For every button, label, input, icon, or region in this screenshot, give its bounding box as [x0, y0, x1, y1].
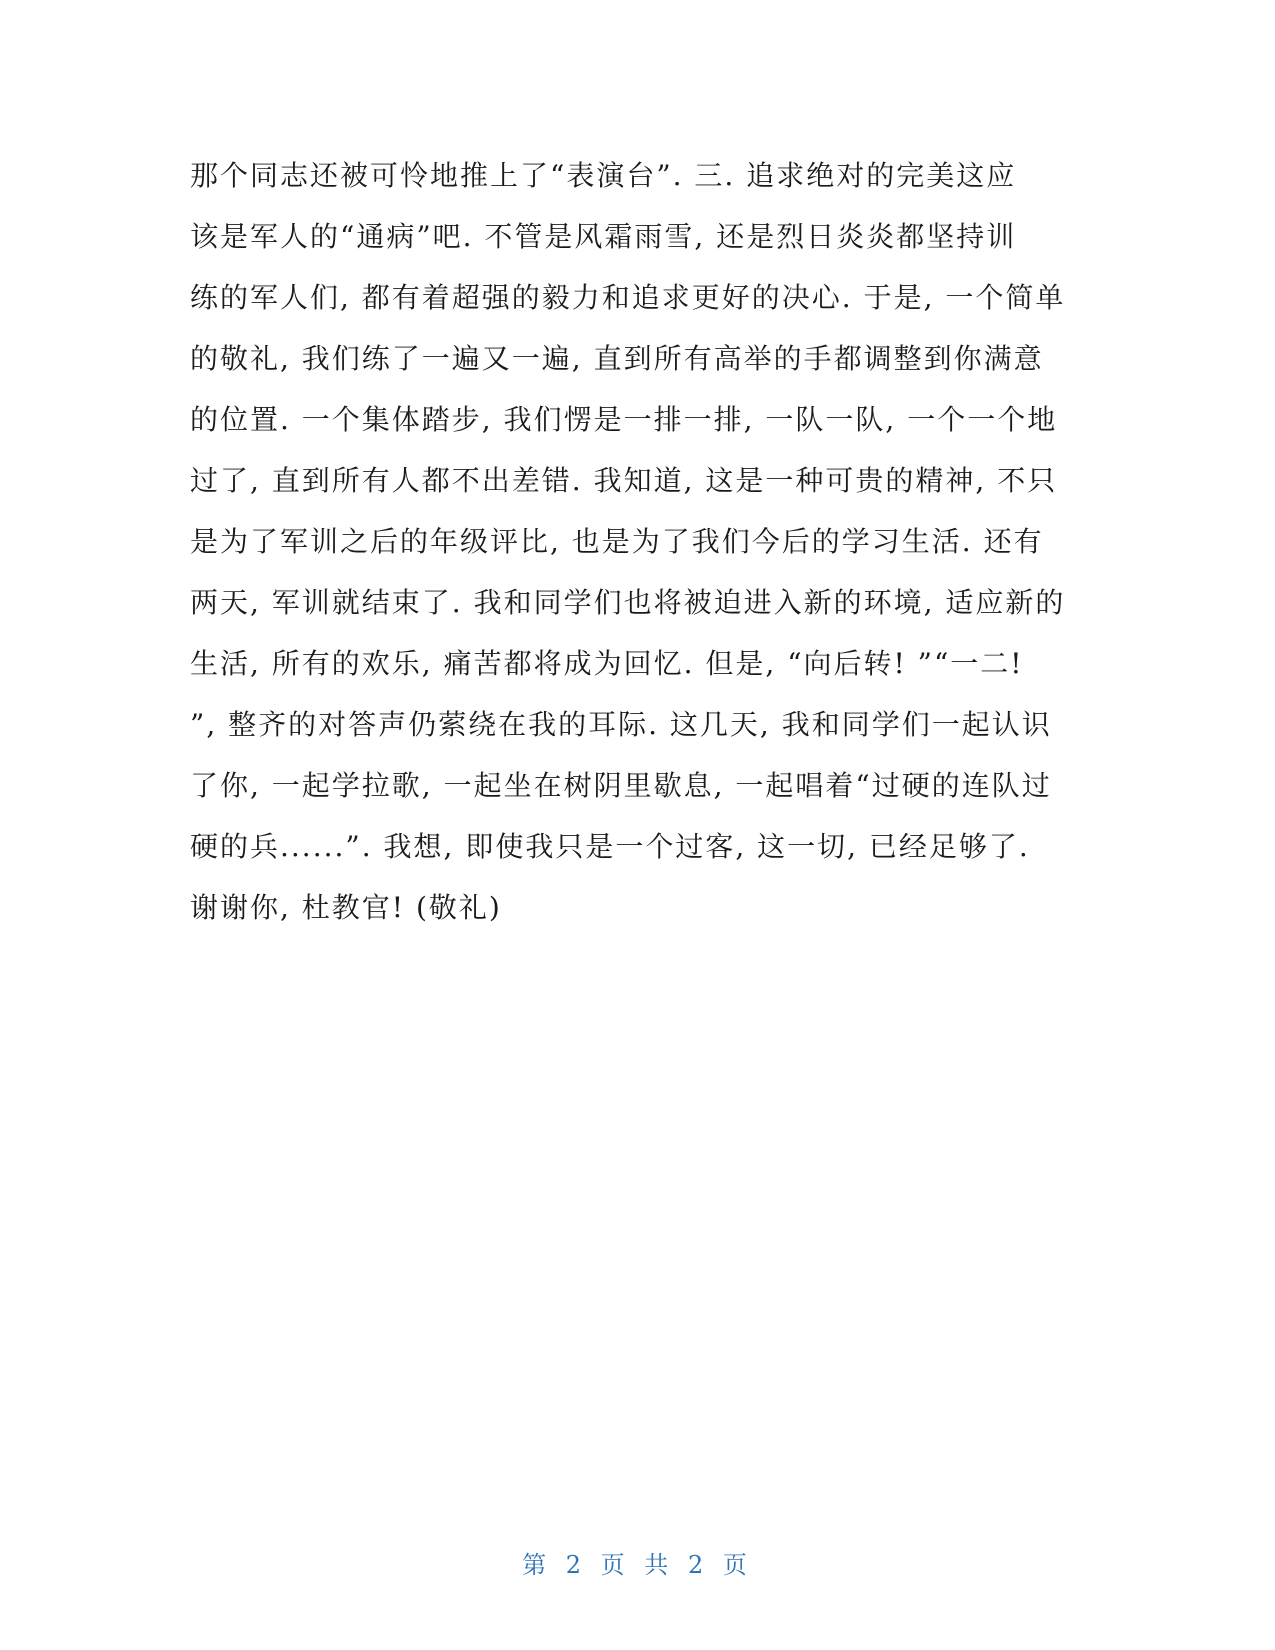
text-line: 的位置. 一个集体踏步, 我们愣是一排一排, 一队一队, 一个一个地 — [190, 403, 1058, 436]
text-line: 两天, 军训就结束了. 我和同学们也将被迫进入新的环境, 适应新的 — [190, 586, 1066, 619]
text-line: 了你, 一起学拉歌, 一起坐在树阴里歇息, 一起唱着“过硬的连队过 — [190, 769, 1052, 802]
text-line: 那个同志还被可怜地推上了“表演台”. 三. 追求绝对的完美这应 — [190, 159, 1017, 192]
body-text — [190, 145, 1090, 938]
text-line: 是为了军训之后的年级评比, 也是为了我们今后的学习生活. 还有 — [190, 525, 1044, 558]
page-footer — [0, 1545, 1275, 1580]
page-number-label: 第 2 页 共 2 页 — [522, 1551, 753, 1579]
text-line: 过了, 直到所有人都不出差错. 我知道, 这是一种可贵的精神, 不只 — [190, 464, 1058, 497]
text-line: 练的军人们, 都有着超强的毅力和追求更好的决心. 于是, 一个简单 — [190, 281, 1066, 314]
text-line: 谢谢你, 杜教官! (敬礼) — [190, 891, 502, 924]
text-line: ”, 整齐的对答声仍萦绕在我的耳际. 这几天, 我和同学们一起认识 — [190, 708, 1052, 741]
text-line: 硬的兵......”. 我想, 即使我只是一个过客, 这一切, 已经足够了. — [190, 830, 1030, 863]
text-line: 该是军人的“通病”吧. 不管是风霜雨雪, 还是烈日炎炎都坚持训 — [190, 220, 1017, 253]
text-line: 的敬礼, 我们练了一遍又一遍, 直到所有高举的手都调整到你满意 — [190, 342, 1044, 375]
text-line: 生活, 所有的欢乐, 痛苦都将成为回忆. 但是, “向后转! ”“一二! — [190, 647, 1024, 680]
